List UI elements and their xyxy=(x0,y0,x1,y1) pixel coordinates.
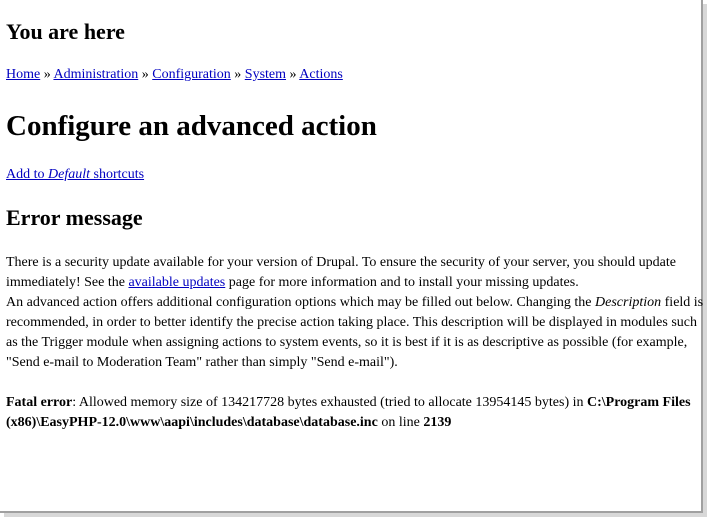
security-update-message xyxy=(6,253,704,293)
breadcrumb-separator: » xyxy=(289,67,300,82)
breadcrumb-home-link[interactable]: Home xyxy=(6,67,41,82)
error-message-heading: Error message xyxy=(6,205,143,230)
breadcrumb-separator: » xyxy=(234,67,245,82)
fatal-error-text: : Allowed memory size of 134217728 bytes exhausted (tried to allocate 13954145 bytes) in xyxy=(72,395,587,410)
breadcrumb-heading: You are here xyxy=(6,19,125,44)
fatal-error-line-number: 2139 xyxy=(423,415,452,430)
page-title: Configure an advanced action xyxy=(6,110,377,142)
spacer xyxy=(6,373,704,393)
security-update-text-start: There is a security update available for your version of Drupal. To ensure the security of your server, you should update immediately! See the xyxy=(6,255,676,290)
breadcrumb-separator: » xyxy=(141,67,153,82)
help-text-description-term: Description xyxy=(595,295,662,310)
fatal-error-path: C:\Program Files (x86)\EasyPHP-12.0\www\aapi\includes\database\database.inc xyxy=(6,395,691,430)
security-update-text-end: page for more information and to install your missing updates. xyxy=(225,275,579,290)
available-updates-link[interactable]: available updates xyxy=(128,275,226,290)
help-text-start: An advanced action offers additional configuration options which may be filled out below. Changing the xyxy=(6,295,596,310)
breadcrumb-configuration-link[interactable]: Configuration xyxy=(152,67,231,82)
breadcrumb-administration-link[interactable]: Administration xyxy=(53,67,139,82)
add-to-shortcuts-link[interactable] xyxy=(6,167,144,182)
shortcut-prefix: Add to xyxy=(6,167,48,182)
breadcrumb-separator: » xyxy=(43,67,54,82)
shortcut-suffix: shortcuts xyxy=(90,167,145,182)
action-help-text xyxy=(6,293,704,373)
help-text-end: field is recommended, in order to better identify the precise action taking place. This description will be displayed in modules such as the Trigger module when assigning actions to system events, so it is best if it is as descriptive as possible (for example, "Send e-mail to Moderation Team" rather than simply "Send e-mail"). xyxy=(6,295,704,370)
frame-shadow-bottom xyxy=(4,513,707,517)
fatal-error-message xyxy=(6,393,704,433)
shortcut-set-name: Default xyxy=(48,167,90,182)
fatal-error-label: Fatal error xyxy=(6,395,73,410)
fatal-error-line-label: on line xyxy=(377,415,424,430)
breadcrumb xyxy=(6,66,343,84)
breadcrumb-actions-link[interactable]: Actions xyxy=(299,67,343,82)
add-shortcut xyxy=(6,166,144,184)
messages-region xyxy=(6,253,704,433)
breadcrumb-system-link[interactable]: System xyxy=(244,67,287,82)
